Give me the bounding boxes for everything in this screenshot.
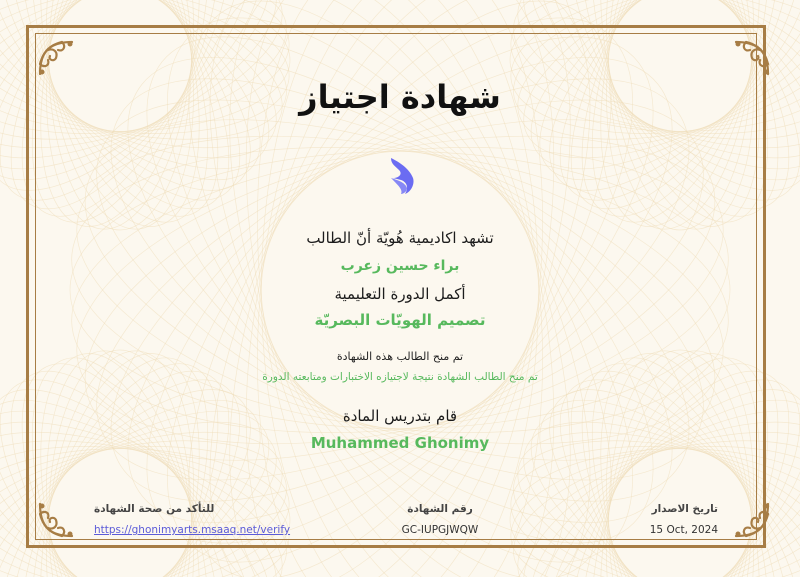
taught-by-label: قام بتدريس المادة [342, 407, 458, 425]
verify-block [94, 503, 294, 536]
student-name: براء حسين زعرب [340, 258, 460, 274]
issue-date: 15 Oct, 2024 [649, 524, 718, 536]
completed-text: أكمل الدورة التعليمية [334, 285, 466, 303]
issue-date-block [620, 503, 718, 536]
instructor-name: Muhammed Ghonimy [310, 434, 490, 452]
certificate-number-block [380, 503, 500, 536]
ornament-corner-icon [36, 500, 76, 540]
granted-title: تم منح الطالب هذه الشهادة [336, 350, 464, 363]
certificate-title: شهادة اجتياز [299, 78, 501, 116]
issue-date-label: تاريخ الاصدار [651, 503, 718, 515]
granted-reason: تم منح الطالب الشهادة نتيجة لاجتيازه الاختبارات ومتابعته الدورة [262, 371, 538, 383]
course-name: تصميم الهويّات البصريّة [314, 311, 486, 329]
certificate-number-label: رقم الشهادة [407, 503, 473, 515]
ornament-corner-icon [36, 38, 76, 78]
ornament-corner-icon [732, 500, 772, 540]
certificate-number: GC-IUPGJWQW [401, 524, 479, 536]
verify-link[interactable]: https://ghonimyarts.msaaq.net/verify [94, 524, 291, 536]
academy-logo-icon [383, 156, 423, 196]
verify-label: للتأكد من صحة الشهادة [94, 503, 215, 515]
ornament-corner-icon [732, 38, 772, 78]
certificate-intro: تشهد اكاديمية هُويّة أنّ الطالب [306, 229, 494, 247]
